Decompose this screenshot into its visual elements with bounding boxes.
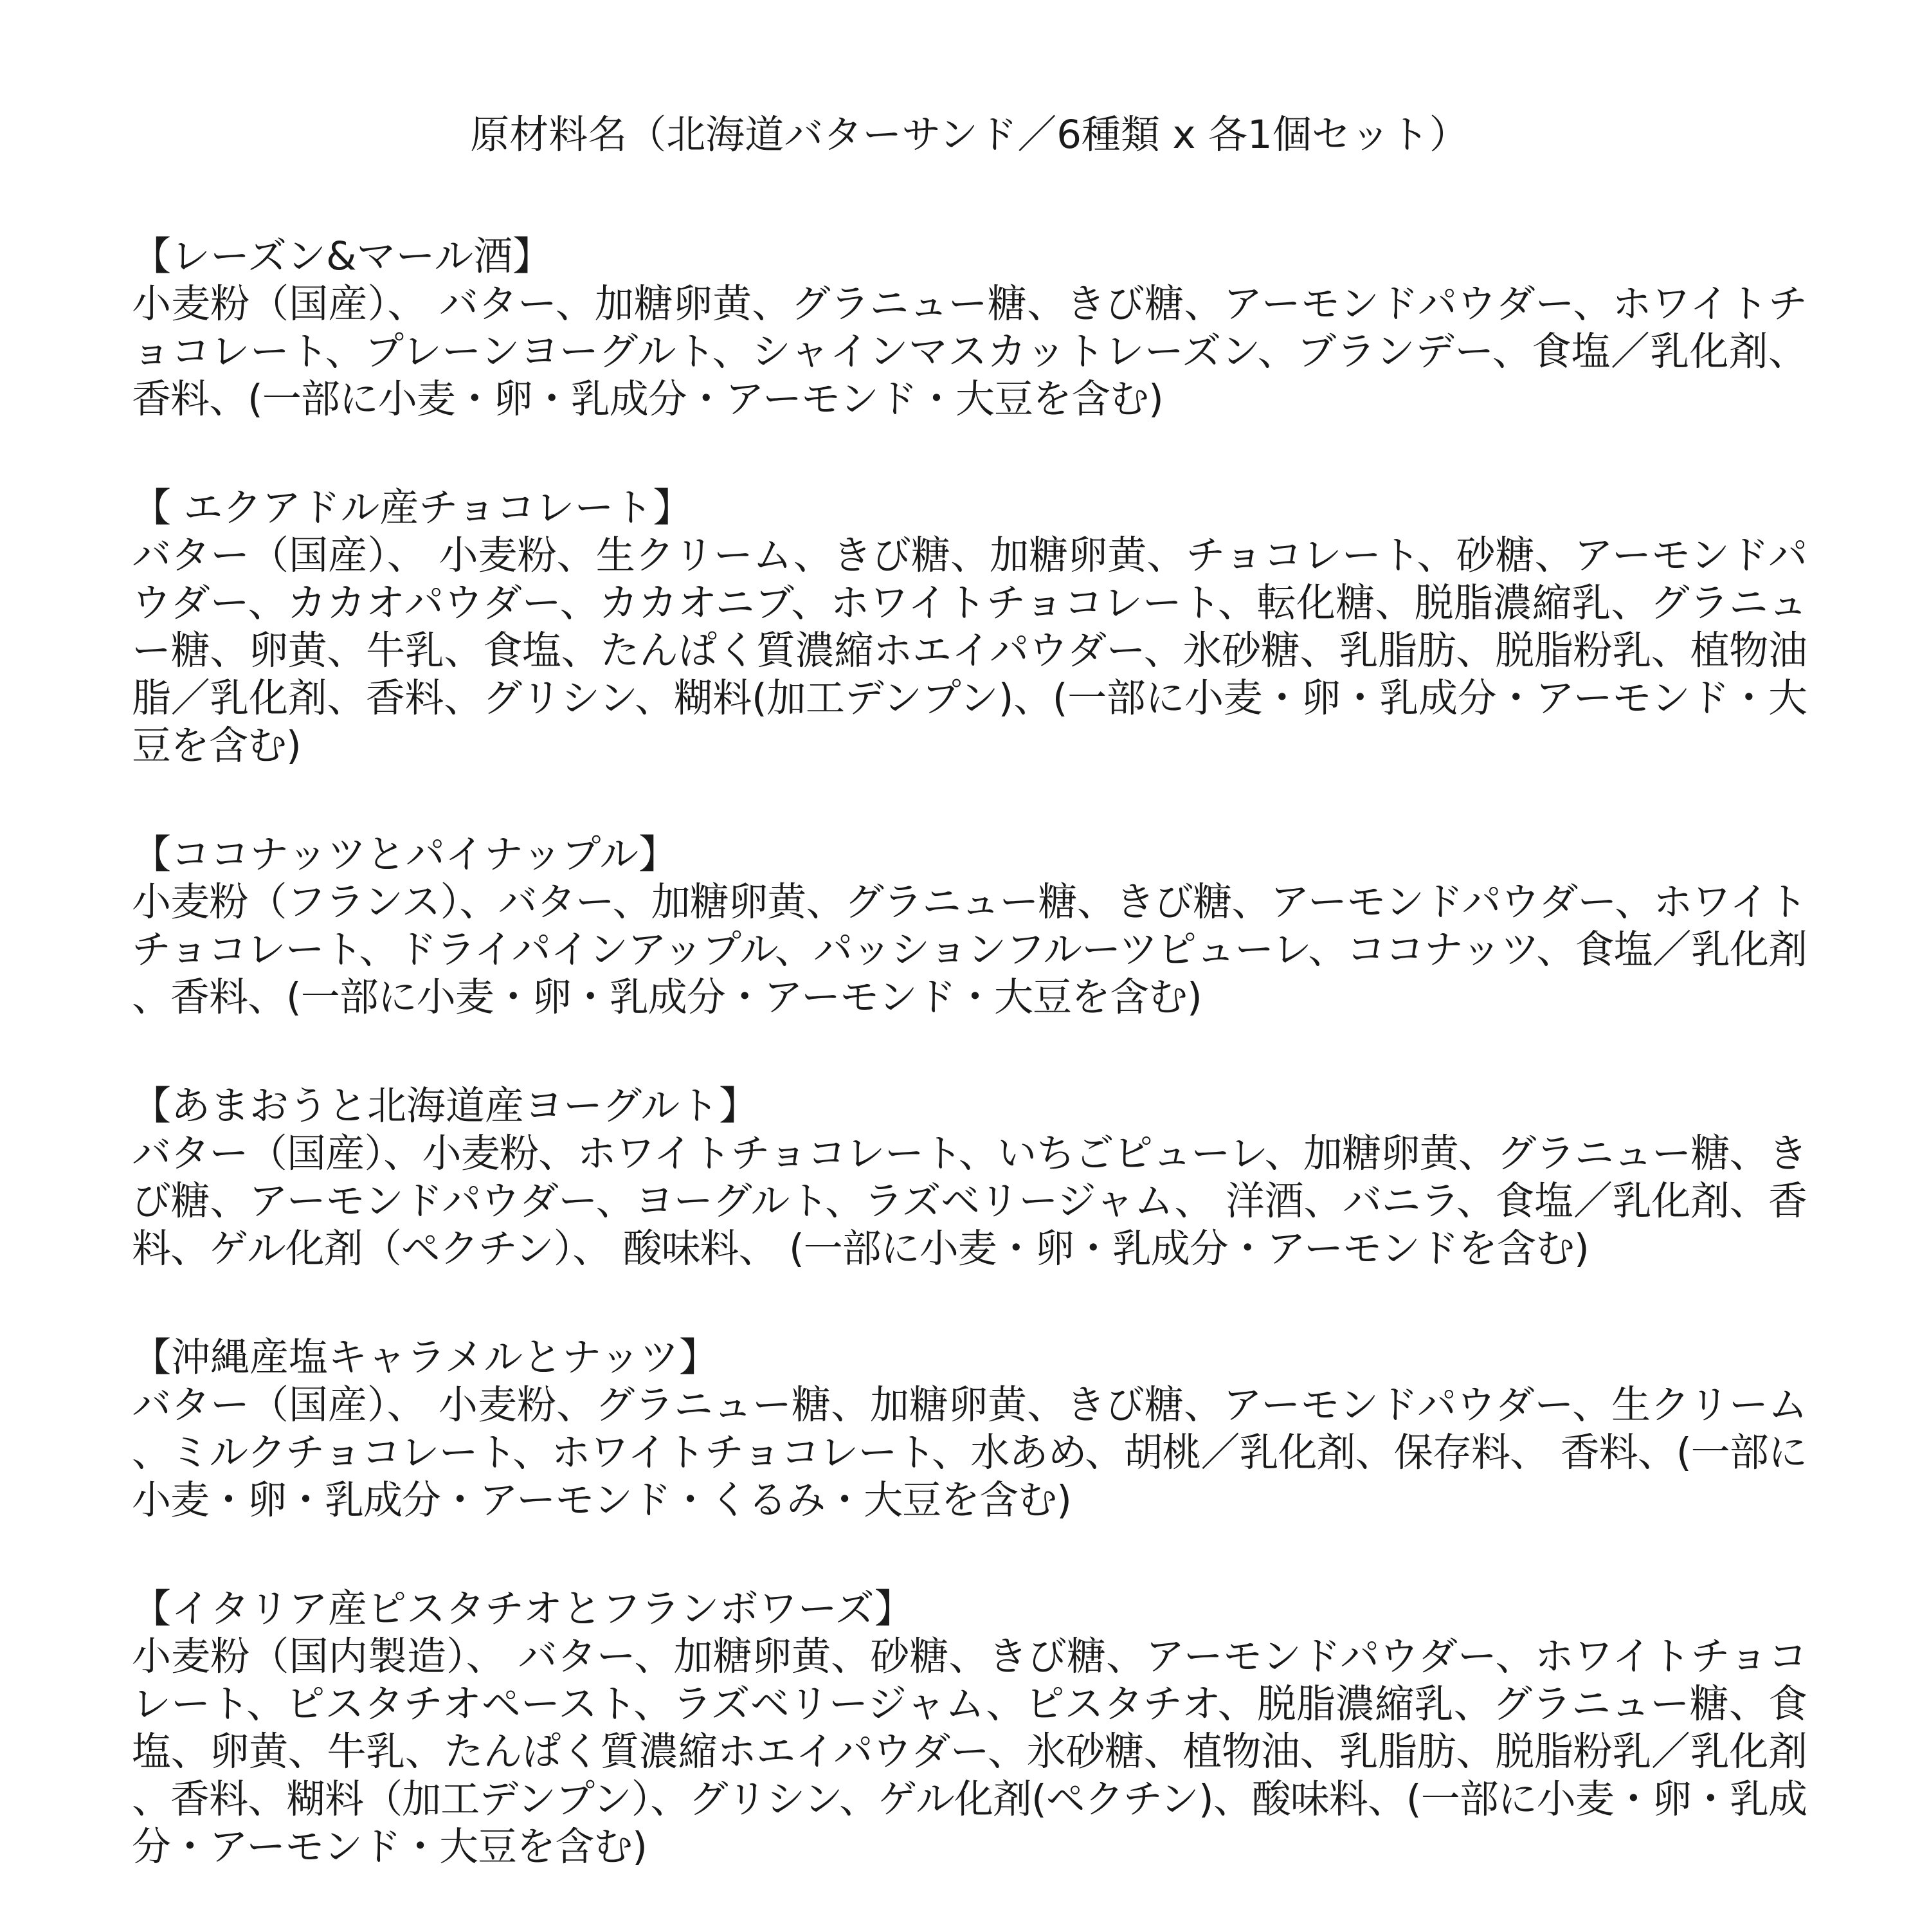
section-pistachio-framboise [132, 1585, 1807, 1871]
section-ingredients: バター（国産）、 小麦粉、グラニュー糖、加糖卵黄、きび糖、アーモンドパウダー、生クリーム、ミルクチョコレート、ホワイトチョコレート、水あめ、胡桃／乳化剤、保存料、 香料、(一部に小麦・卵・乳成分・アーモンド・くるみ・大豆を含む) [132, 1382, 1807, 1523]
section-heading: 【イタリア産ピスタチオとフランボワーズ】 [132, 1586, 914, 1632]
section-heading: 【ココナッツとパイナップル】 [132, 832, 678, 877]
section-heading: 【あまおうと北海道産ヨーグルト】 [132, 1083, 759, 1129]
section-ingredients: バター（国産）、 小麦粉、生クリーム、きび糖、加糖卵黄、チョコレート、砂糖、アーモンドパウダー、カカオパウダー、カカオニブ、ホワイトチョコレート、転化糖、脱脂濃縮乳、グラニュー糖、卵黄、牛乳、食塩、たんぱく質濃縮ホエイパウダー、氷砂糖、乳脂肪、脱脂粉乳、植物油脂／乳化剤、香料、グリシン、糊料(加工デンプン)、(一部に小麦・卵・乳成分・アーモンド・大豆を含む) [132, 533, 1807, 769]
section-ingredients: 小麦粉（国内製造）、 バター、加糖卵黄、砂糖、きび糖、アーモンドパウダー、ホワイトチョコレート、ピスタチオペースト、ラズベリージャム、ピスタチオ、脱脂濃縮乳、グラニュー糖、食塩、卵黄、牛乳、たんぱく質濃縮ホエイパウダー、氷砂糖、植物油、乳脂肪、脱脂粉乳／乳化剤、香料、糊料（加工デンプン）、グリシン、ゲル化剤(ペクチン)、酸味料、(一部に小麦・卵・乳成分・アーモンド・大豆を含む) [132, 1634, 1807, 1870]
document-title: 原材料名（北海道バターサンド／6種類 x 各1個セット） [470, 112, 1469, 158]
section-ingredients: バター（国産）、小麦粉、ホワイトチョコレート、いちごピューレ、加糖卵黄、グラニュー糖、きび糖、アーモンドパウダー、ヨーグルト、ラズベリージャム、 洋酒、バニラ、食塩／乳化剤、香料、ゲル化剤（ペクチン）、 酸味料、 (一部に小麦・卵・乳成分・アーモンドを含む) [132, 1131, 1807, 1271]
section-amaou-yogurt [132, 1082, 1807, 1273]
section-coconut-pineapple [132, 831, 1807, 1021]
section-heading: 【 エクアドル産チョコレート】 [132, 485, 693, 531]
section-ecuador-chocolate [132, 484, 1807, 770]
section-heading: 【レーズン&マール酒】 [132, 233, 552, 279]
section-raisin-marc [132, 233, 1807, 423]
section-heading: 【沖縄産塩キャラメルとナッツ】 [132, 1335, 718, 1380]
section-ingredients: 小麦粉（国産）、 バター、加糖卵黄、グラニュー糖、きび糖、アーモンドパウダー、ホワイトチョコレート、プレーンヨーグルト、シャインマスカットレーズン、ブランデー、食塩／乳化剤、香料、(一部に小麦・卵・乳成分・アーモンド・大豆を含む) [132, 281, 1807, 422]
ingredients-document [132, 109, 1807, 1932]
section-ingredients: 小麦粉（フランス）、バター、加糖卵黄、グラニュー糖、きび糖、アーモンドパウダー、ホワイトチョコレート、ドライパインアップル、パッションフルーツピューレ、ココナッツ、食塩／乳化剤、香料、(一部に小麦・卵・乳成分・アーモンド・大豆を含む) [132, 879, 1807, 1020]
section-okinawa-caramel [132, 1334, 1807, 1524]
